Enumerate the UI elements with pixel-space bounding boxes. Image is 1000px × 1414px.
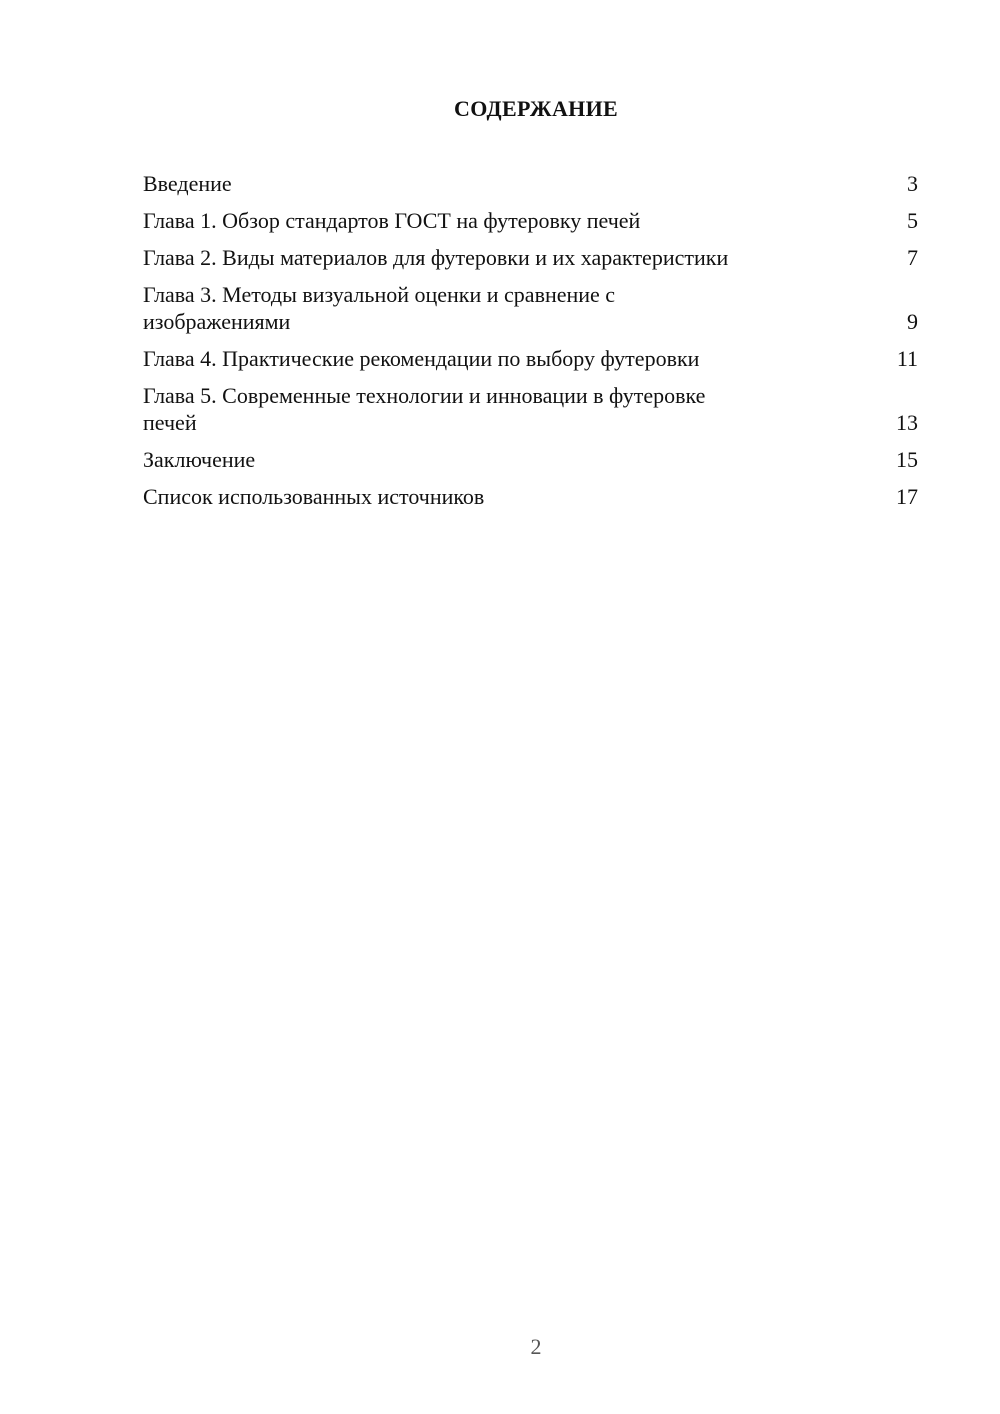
toc-entry-references (143, 483, 918, 510)
toc-entry-label: Заключение (143, 447, 256, 472)
toc-entry-conclusion (143, 446, 918, 473)
toc-entry-chapter-2 (143, 244, 918, 271)
toc-entry-chapter-1 (143, 207, 918, 234)
toc-entry-chapter-5 (143, 382, 918, 436)
toc-entry-page: 5 (907, 208, 918, 233)
toc-entry-page: 9 (907, 309, 918, 334)
toc-entry-label: Список использованных источников (143, 484, 485, 509)
toc-entry-page: 3 (907, 171, 918, 196)
toc-entry-page: 7 (907, 245, 918, 270)
toc-entry-label: Глава 5. Современные технологии и инновации в футеровке печей (143, 383, 706, 435)
toc-entry-chapter-4 (143, 345, 918, 372)
toc-entry-page: 13 (896, 410, 918, 435)
toc-entry-chapter-3 (143, 281, 918, 335)
toc-entry-page: 15 (896, 447, 918, 472)
toc-entry-label: Введение (143, 171, 232, 196)
toc-entry-introduction (143, 170, 918, 197)
toc-entry-label: Глава 3. Методы визуальной оценки и сравнение с изображениями (143, 282, 616, 334)
toc-entry-label: Глава 2. Виды материалов для футеровки и их характеристики (143, 245, 729, 270)
toc-entry-page: 17 (896, 484, 918, 509)
toc-entry-page: 11 (896, 346, 918, 371)
page-number: 2 (530, 1334, 542, 1359)
toc-entry-label: Глава 4. Практические рекомендации по выбору футеровки (143, 346, 700, 371)
toc-title: СОДЕРЖАНИЕ (454, 96, 618, 121)
toc-entry-label: Глава 1. Обзор стандартов ГОСТ на футеровку печей (143, 208, 641, 233)
table-of-contents (143, 170, 918, 520)
